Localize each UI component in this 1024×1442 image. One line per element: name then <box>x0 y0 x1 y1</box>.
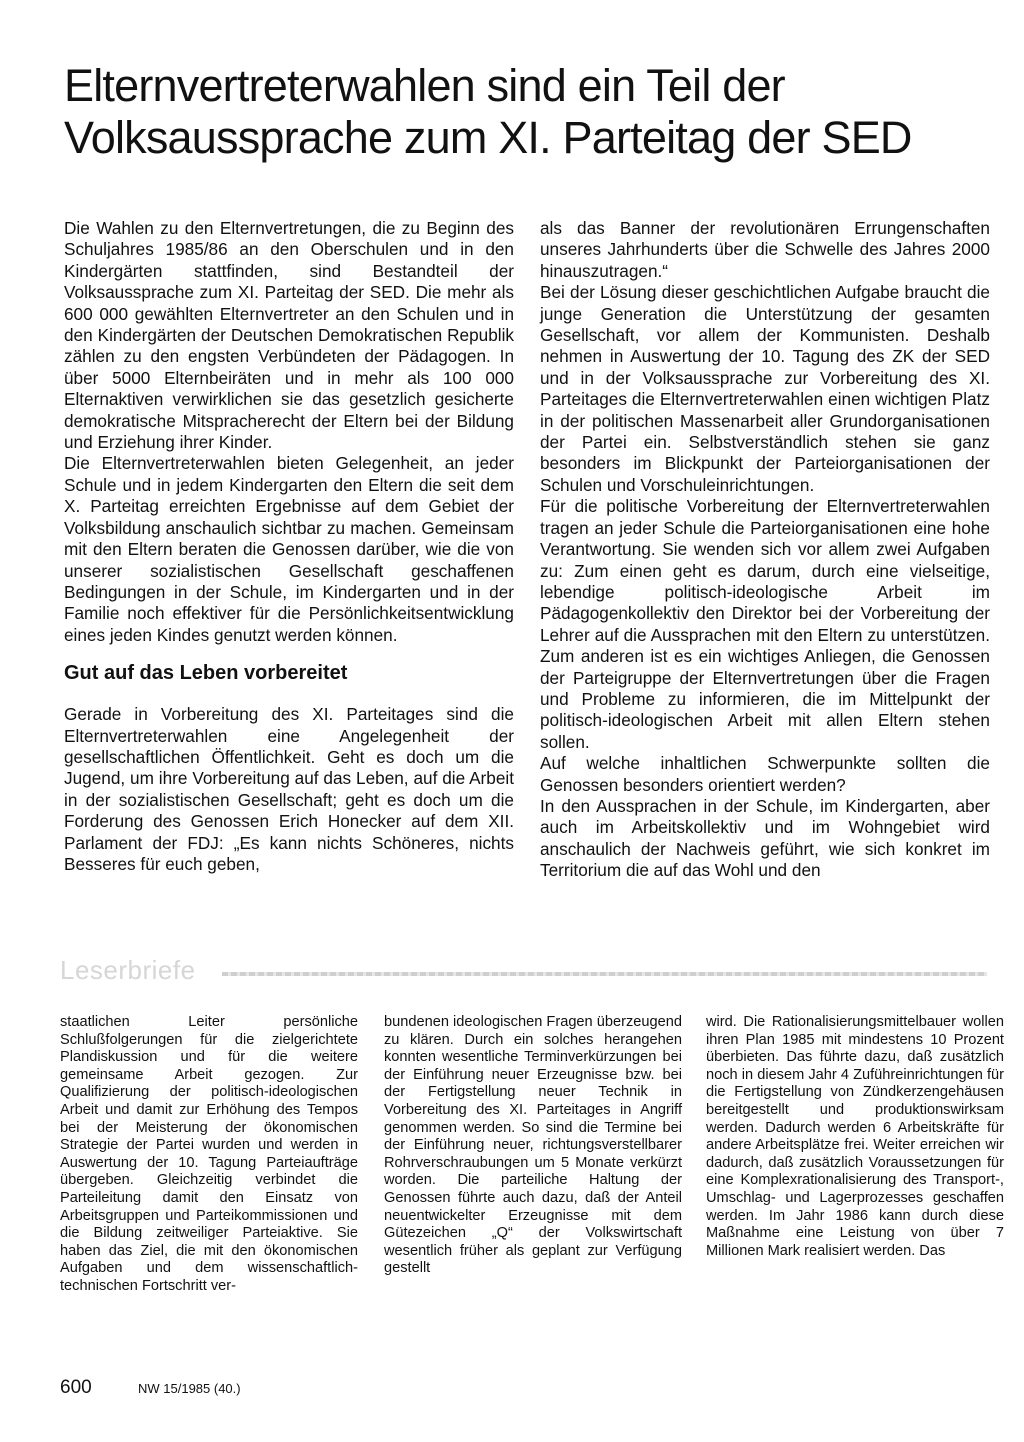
article-paragraph: Gerade in Vorbereitung des XI. Parteitages sind die Elternvertreterwahlen eine Angelegenheit der gesellschaftlichen Öffentlichkeit. Geht es doch um die Jugend, um ihre Vorbereitung auf das Leben, auf die Arbeit in der sozialistischen Gesellschaft; geht es doch um die Forderung des Genossen Erich Honecker auf dem XII. Parlament der FDJ: „Es kann nichts Schöneres, nichts Besseres für euch geben, <box>64 704 514 874</box>
section-divider <box>222 972 987 976</box>
letters-column-1 <box>60 1014 358 1296</box>
letters-paragraph: bundenen ideologischen Fragen überzeugend zu klären. Durch ein solches herangehen konnten wesentliche Terminverkürzungen bei der Einführung neuer Erzeugnisse bzw. bei der Fertigstellung neuer Technik in Vorbereitung des XI. Parteitages in Angriff genommen werden. So sind die Termine bei der Einführung neuer, richtungsverstellbarer Rohrverschraubungen um 5 Monate verkürzt worden. Die parteiliche Haltung der Genossen führte auch dazu, daß der Anteil neuentwickelter Erzeugnisse mit dem Gütezeichen „Q“ der Volkswirtschaft wesentlich früher als geplant zur Verfügung gestellt <box>384 1014 682 1277</box>
article-paragraph: als das Banner der revolutionären Errungenschaften unseres Jahrhunderts über die Schwelle des Jahres 2000 hinauszutragen.“ <box>540 218 990 281</box>
page-number: 600 <box>60 1377 92 1398</box>
article-paragraph: Für die politische Vorbereitung der Elternvertreterwahlen tragen an jeder Schule die Parteiorganisationen eine hohe Verantwortung. Sie wenden sich vor allem zwei Aufgaben zu: Zum einen geht es darum, durch eine vielseitige, lebendige politisch-ideologische Arbeit im Pädagogenkollektiv den Direktor bei der Vorbereitung der Lehrer auf die Aussprachen mit den Eltern zu unterstützen. Zum anderen ist es ein wichtiges Anliegen, die Genossen der Parteigruppe der Elternvertretungen über die Fragen und Probleme zu informieren, die im Mittelpunkt der politisch-ideologischen Arbeit mit allen Eltern stehen sollen. <box>540 496 990 752</box>
article-paragraph: Auf welche inhaltlichen Schwerpunkte sollten die Genossen besonders orientiert werden? <box>540 753 990 795</box>
letters-column-2 <box>384 1014 682 1278</box>
article-column-2 <box>540 218 990 882</box>
letters-paragraph: staatlichen Leiter persönliche Schlußfolgerungen für die zielgerichtete Plandiskussion und für die weitere gemeinsame Arbeit gezogen. Zur Qualifizierung der politisch-ideologischen Arbeit und damit zur Erhöhung des Tempos bei der Meisterung der ökonomischen Strategie der Partei wurden und werden in Auswertung der 10. Tagung Parteiaufträge übergeben. Gleichzeitig verbindet die Parteileitung damit den Einsatz von Arbeitsgruppen und Parteikommissionen und die Bildung zeitweiliger Parteiaktive. Sie haben das Ziel, die mit den ökonomischen Aufgaben und dem wissenschaftlich-technischen Fortschritt ver- <box>60 1014 358 1294</box>
article-column-1 <box>64 218 514 875</box>
issue-reference: NW 15/1985 (40.) <box>138 1381 241 1396</box>
article-paragraph: Bei der Lösung dieser geschichtlichen Aufgabe braucht die junge Generation die Unterstützung der gesamten Gesellschaft, vor allem der Kommunisten. Deshalb nehmen in Auswertung der 10. Tagung des ZK der SED und in der Volksaussprache zur Vorbereitung des XI. Parteitages die Elternvertreterwahlen einen wichtigen Platz in der politischen Massenarbeit aller Grundorganisationen der Partei ein. Selbstverständlich stehen sie ganz besonders im Blickpunkt der Parteiorganisationen der Schulen und Vorschuleinrichtungen. <box>540 282 990 495</box>
letters-column-3 <box>706 1014 1004 1260</box>
headline <box>64 60 984 164</box>
article-paragraph: In den Aussprachen in der Schule, im Kindergarten, aber auch im Arbeitskollektiv und im Wohngebiet wird anschaulich der Nachweis geführt, wie sich konkret im Territorium die auf das Wohl und den <box>540 795 990 881</box>
section-label-leserbriefe: Leserbriefe <box>60 955 196 985</box>
letters-paragraph: wird. Die Rationalisierungsmittelbauer wollen ihren Plan 1985 mit mindestens 10 Prozent überbieten. Das führte dazu, daß zusätzlich noch in diesem Jahr 4 Zuführeinrichtungen für die Fertigstellung von Zündkerzengehäusen bereitgestellt und produktionswirksam werden. Dadurch werden 6 Arbeitskräfte für andere Arbeitsplätze frei. Weiter erreichen wir dadurch, daß zusätzlich Voraussetzungen für eine Komplexrationalisierung des Transport-, Umschlag- und Lagerprozesses geschaffen werden. Im Jahr 1986 kann durch diese Maßnahme eine Leistung von über 7 Millionen Mark realisiert werden. Das <box>706 1014 1004 1259</box>
article-subheading: Gut auf das Leben vorbereitet <box>64 662 348 685</box>
headline-line-2: Volksaussprache zum XI. Parteitag der SED <box>64 112 912 163</box>
article-paragraph: Die Elternvertreterwahlen bieten Gelegenheit, an jeder Schule und in jedem Kindergarten den Eltern die seit dem X. Parteitag erreichten Ergebnisse auf dem Gebiet der Volksbildung anschaulich sichtbar zu machen. Gemeinsam mit den Eltern beraten die Genossen darüber, wie die von unserer sozialistischen Gesellschaft geschaffenen Bedingungen in der Schule, im Kindergarten und in der Familie noch effektiver für die Persönlichkeitsentwicklung eines jeden Kindes genutzt werden können. <box>64 453 514 645</box>
article-paragraph: Die Wahlen zu den Elternvertretungen, die zu Beginn des Schuljahres 1985/86 an den Oberschulen und in den Kindergärten stattfinden, sind Bestandteil der Volksaussprache zum XI. Parteitag der SED. Die mehr als 600 000 gewählten Elternvertreter an den Schulen und in den Kindergärten der Deutschen Demokratischen Republik zählen zu den engsten Verbündeten der Pädagogen. In über 5000 Elternbeiräten und in mehr als 100 000 Elternaktiven verwirklichen sie das gesetzlich gesicherte demokratische Mitspracherecht der Eltern bei der Bildung und Erziehung ihrer Kinder. <box>64 218 514 453</box>
headline-line-1: Elternvertreterwahlen sind ein Teil der <box>64 60 785 111</box>
